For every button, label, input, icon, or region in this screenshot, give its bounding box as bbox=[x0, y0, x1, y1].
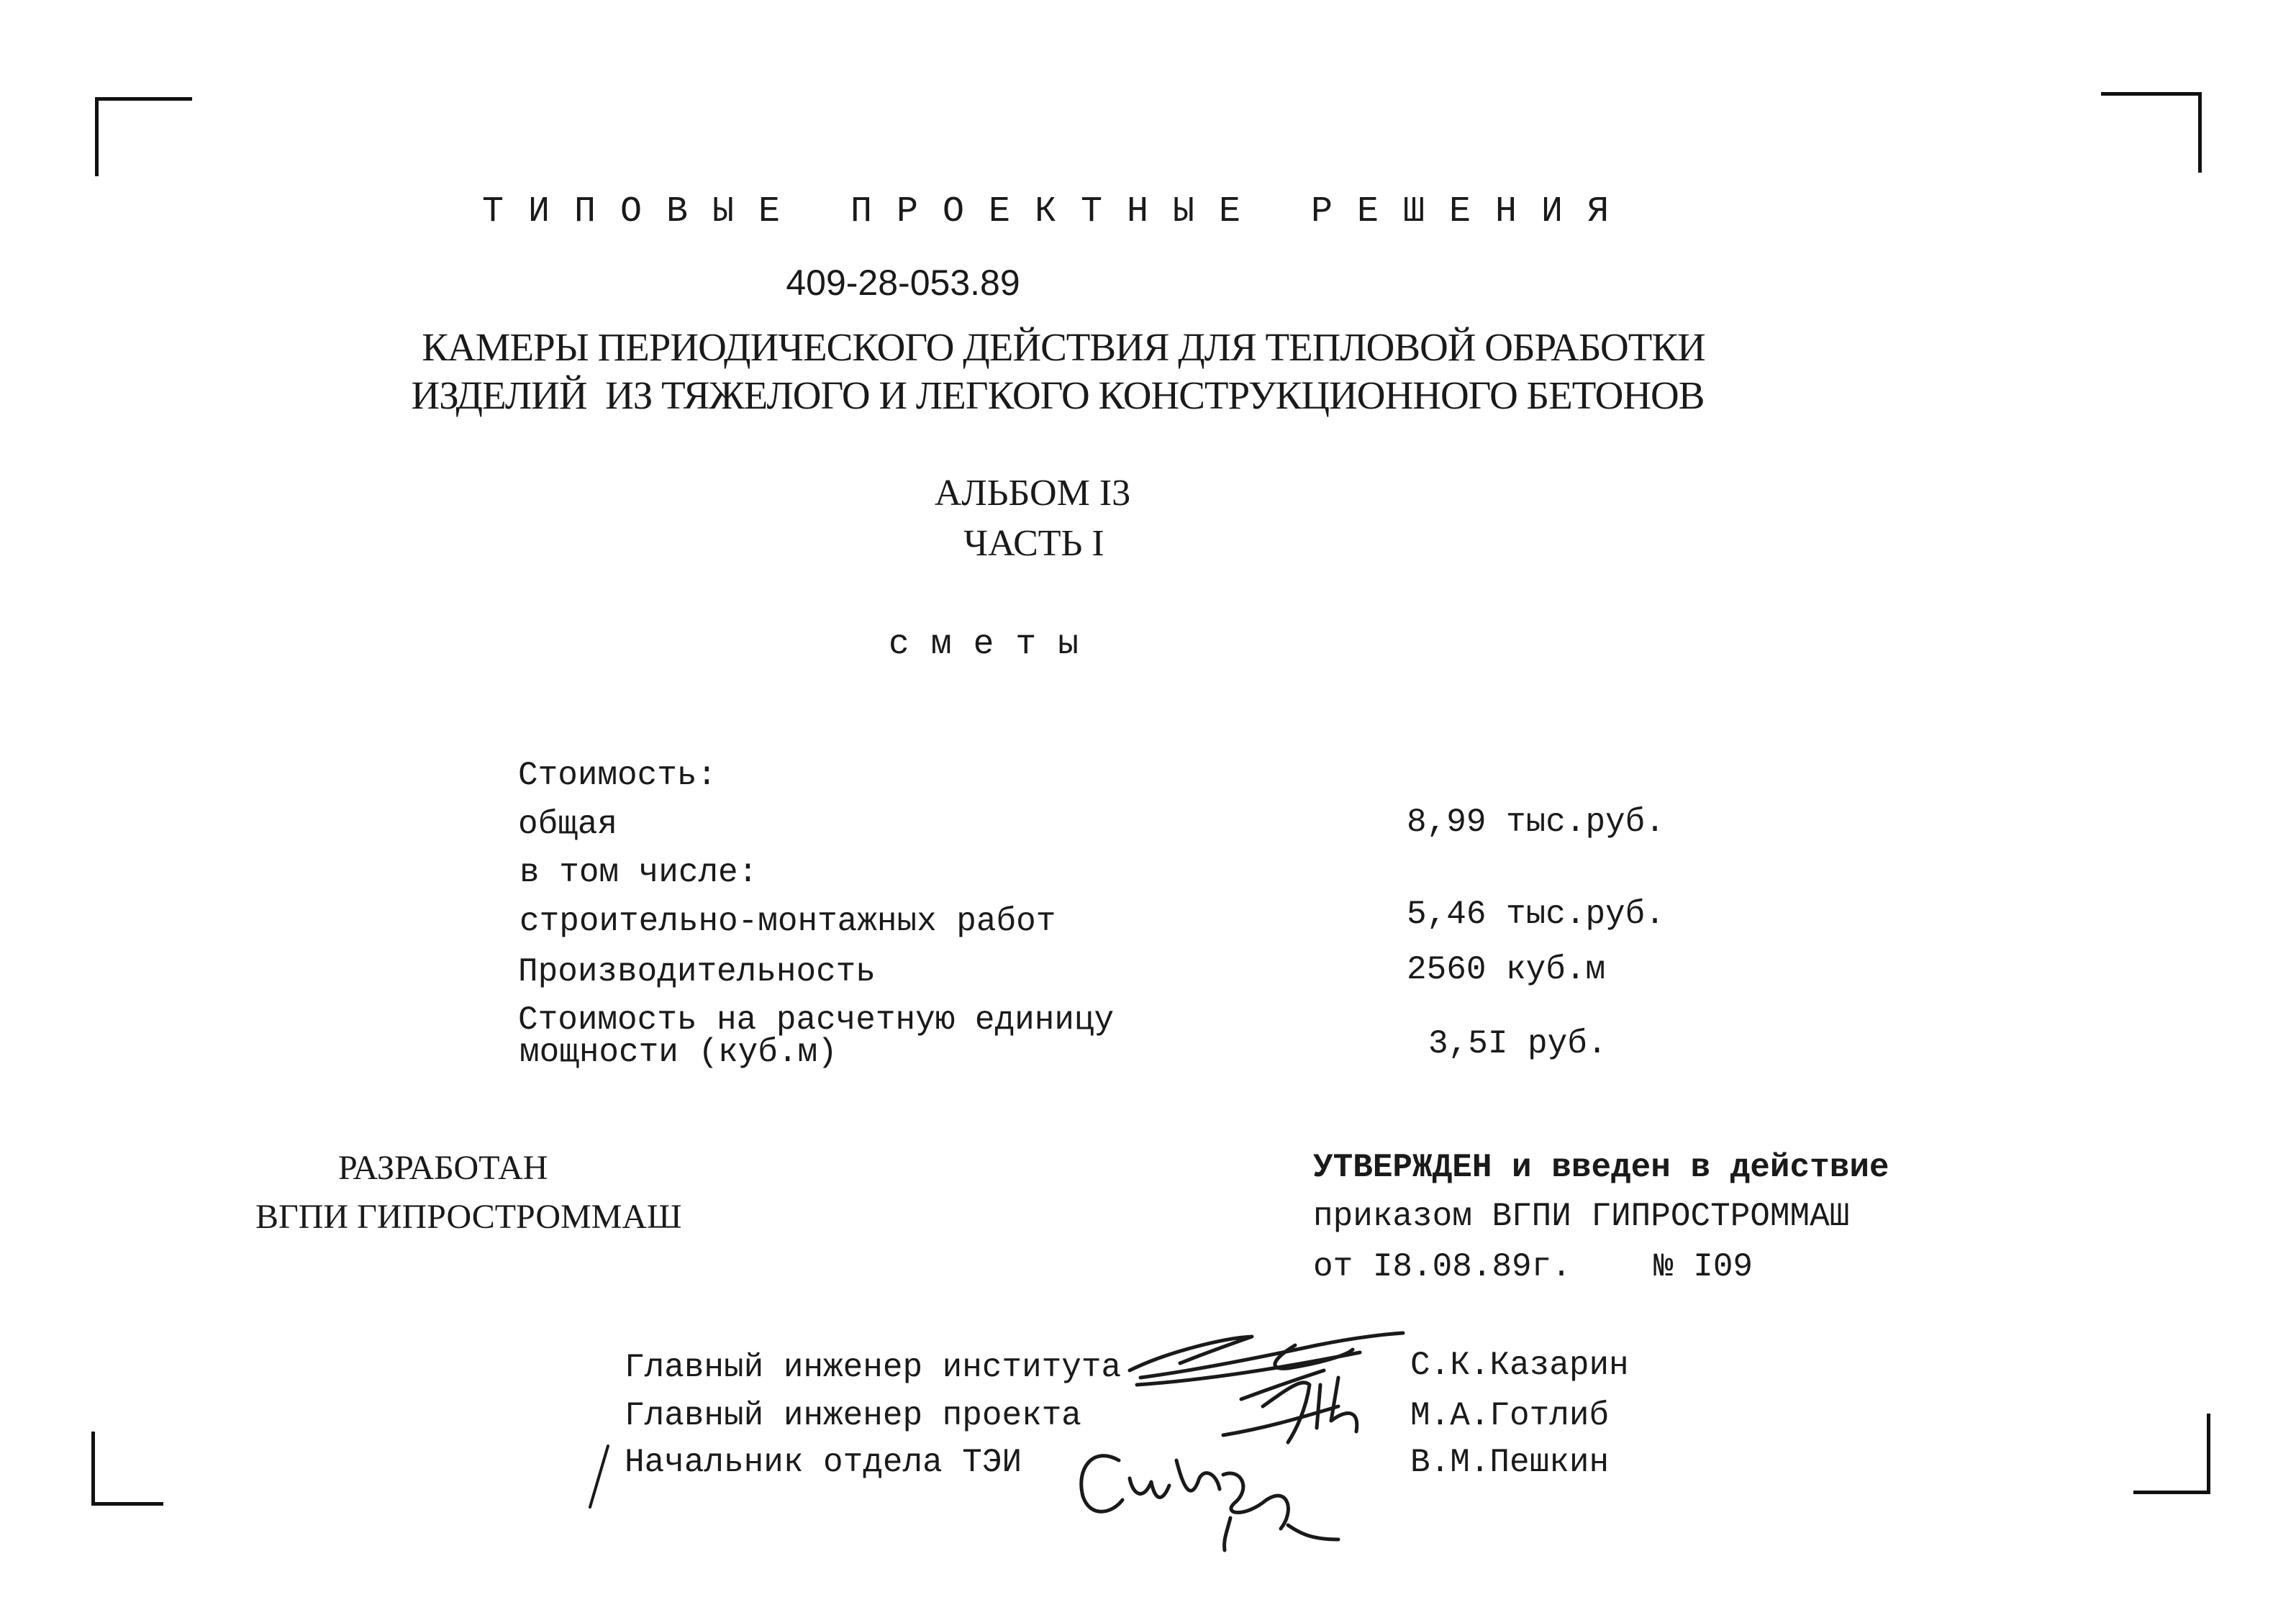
series-title: ТИПОВЫЕ ПРОЕКТНЫЕ РЕШЕНИЯ bbox=[481, 191, 1634, 232]
crop-mark-top-right-v bbox=[2198, 92, 2202, 173]
album-number: АЛЬБОМ I3 bbox=[934, 473, 1131, 514]
cost-row-label: строительно-монтажных работ bbox=[519, 903, 1056, 940]
signatory-role: Главный инженер проекта bbox=[625, 1397, 1081, 1434]
crop-mark-top-left-v bbox=[95, 97, 99, 176]
unit-cost-label-1: Стоимость на расчетную единицу bbox=[518, 1001, 1115, 1039]
crop-mark-top-right-h bbox=[2101, 92, 2202, 96]
crop-mark-bottom-right-v bbox=[2207, 1414, 2210, 1493]
unit-cost-label-2: мощности (куб.м) bbox=[519, 1034, 838, 1071]
approved-date: от I8.08.89г. bbox=[1313, 1248, 1571, 1286]
section-title: сметы bbox=[888, 625, 1101, 664]
signatory-name: В.М.Пешкин bbox=[1410, 1444, 1610, 1481]
cost-heading: Стоимость: bbox=[518, 757, 717, 794]
cost-row-value: 8,99 тыс.руб. bbox=[1407, 804, 1665, 841]
cost-row-label: общая bbox=[518, 806, 618, 843]
cost-row-value: 2560 куб.м bbox=[1407, 951, 1606, 988]
crop-mark-bottom-left-h bbox=[91, 1502, 163, 1506]
signatory-name: М.А.Готлиб bbox=[1410, 1397, 1610, 1434]
signatory-role: Главный инженер института bbox=[625, 1349, 1122, 1386]
approved-line-1: УТВЕРЖДЕН и введен в действие bbox=[1313, 1149, 1889, 1186]
crop-mark-bottom-left-v bbox=[91, 1432, 95, 1505]
approved-line-2: приказом ВГПИ ГИПРОСТРОММАШ bbox=[1313, 1198, 1850, 1235]
crop-mark-bottom-right-h bbox=[2133, 1491, 2210, 1494]
cost-row-label: Производительность bbox=[518, 953, 876, 991]
unit-cost-value: 3,5I руб. bbox=[1428, 1025, 1607, 1063]
developed-label: РАЗРАБОТАН bbox=[338, 1149, 548, 1187]
cost-row-label: в том числе: bbox=[519, 854, 758, 891]
part-number: ЧАСТЬ I bbox=[963, 523, 1104, 564]
cost-row-value: 5,46 тыс.руб. bbox=[1407, 896, 1665, 933]
project-code: 409-28-053.89 bbox=[786, 263, 1020, 303]
title-line-2: ИЗДЕЛИЙ ИЗ ТЯЖЕЛОГО И ЛЕГКОГО КОНСТРУКЦИОННОГО БЕТОНОВ bbox=[411, 373, 1705, 417]
crop-mark-top-left-h bbox=[95, 97, 192, 101]
signatory-name: С.К.Казарин bbox=[1410, 1347, 1629, 1384]
approved-number: № I09 bbox=[1653, 1248, 1753, 1286]
signatory-role: Начальник отдела ТЭИ bbox=[625, 1444, 1022, 1481]
title-line-1: КАМЕРЫ ПЕРИОДИЧЕСКОГО ДЕЙСТВИЯ ДЛЯ ТЕПЛОВОЙ ОБРАБОТКИ bbox=[422, 325, 1705, 369]
developed-org: ВГПИ ГИПРОСТРОММАШ bbox=[255, 1198, 682, 1236]
